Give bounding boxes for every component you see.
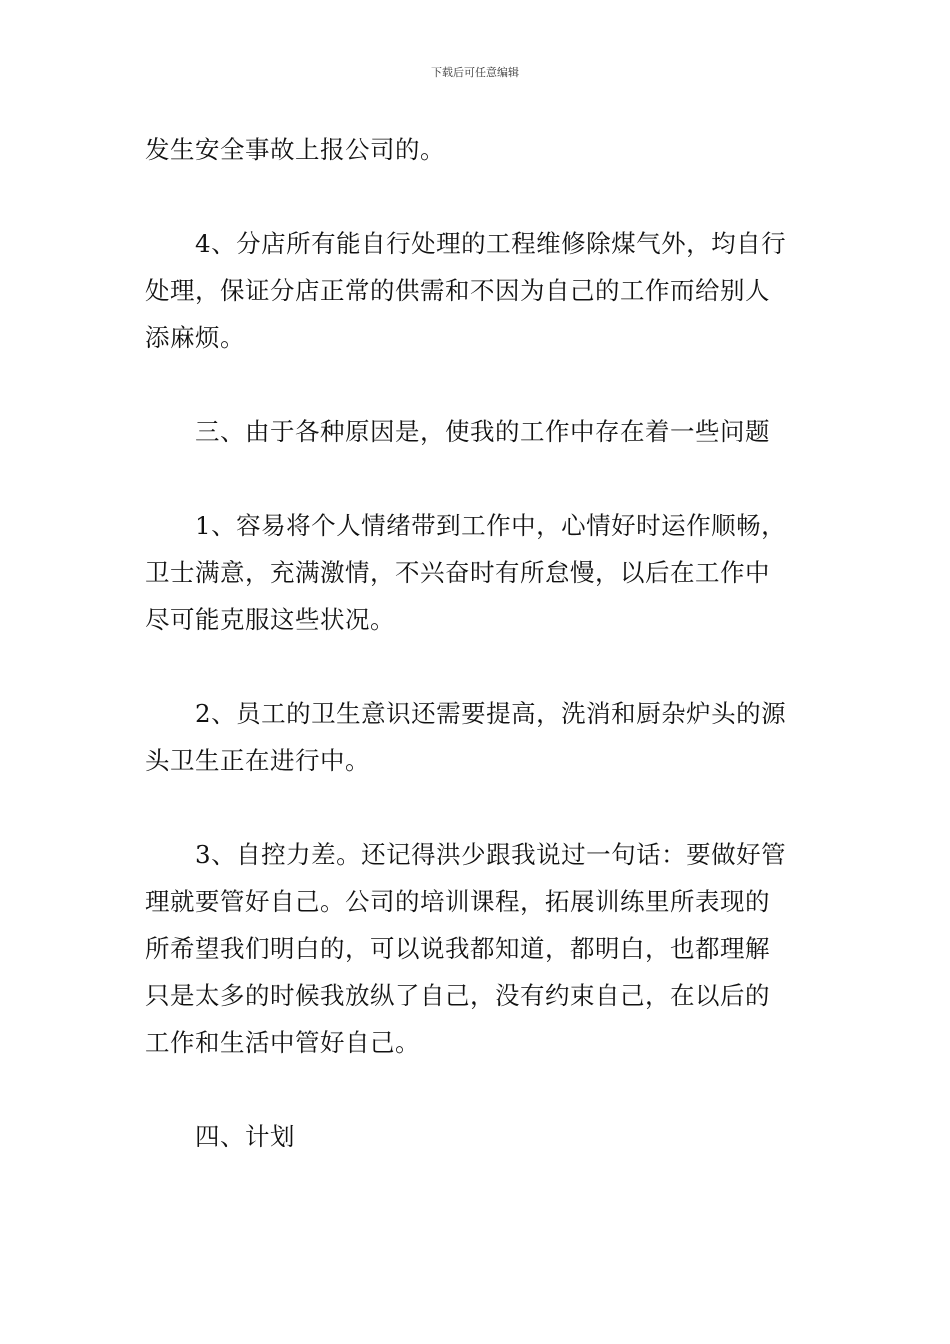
paragraph-line: 尽可能克服这些状况。 bbox=[145, 605, 395, 634]
paragraph-line: 1、容易将个人情绪带到工作中，心情好时运作顺畅， bbox=[195, 511, 787, 540]
paragraph-line: 处理，保证分店正常的供需和不因为自己的工作而给别人 bbox=[145, 276, 770, 305]
paragraph-item-4-repairs bbox=[145, 220, 809, 361]
paragraph-line: 4、分店所有能自行处理的工程维修除煤气外，均自行 bbox=[195, 229, 787, 258]
paragraph-line: 3、自控力差。还记得洪少跟我说过一句话：要做好管 bbox=[195, 840, 787, 869]
paragraph-item-2-hygiene bbox=[145, 690, 809, 784]
paragraph-line: 工作和生活中管好自己。 bbox=[145, 1028, 420, 1057]
paragraph-line: 2、员工的卫生意识还需要提高，洗消和厨杂炉头的源 bbox=[195, 699, 787, 728]
paragraph-line: 理就要管好自己。公司的培训课程，拓展训练里所表现的 bbox=[145, 887, 770, 916]
paragraph-line: 添麻烦。 bbox=[145, 323, 245, 352]
paragraph-incident-report bbox=[145, 126, 809, 173]
paragraph-line: 发生安全事故上报公司的。 bbox=[145, 135, 445, 164]
document-body bbox=[145, 126, 809, 1160]
paragraph-line: 只是太多的时候我放纵了自己，没有约束自己，在以后的 bbox=[145, 981, 770, 1010]
paragraph-item-3-self-control bbox=[145, 831, 809, 1066]
section-heading-plan bbox=[145, 1113, 809, 1160]
page-header: 下载后可任意编辑 bbox=[431, 66, 519, 79]
section-heading-problems bbox=[145, 408, 809, 455]
heading-line: 四、计划 bbox=[195, 1122, 295, 1151]
paragraph-line: 卫士满意，充满激情，不兴奋时有所怠慢，以后在工作中 bbox=[145, 558, 770, 587]
paragraph-line: 头卫生正在进行中。 bbox=[145, 746, 370, 775]
paragraph-item-1-emotions bbox=[145, 502, 809, 643]
paragraph-line: 所希望我们明白的，可以说我都知道，都明白，也都理解 bbox=[145, 934, 770, 963]
heading-line: 三、由于各种原因是，使我的工作中存在着一些问题 bbox=[195, 417, 770, 446]
